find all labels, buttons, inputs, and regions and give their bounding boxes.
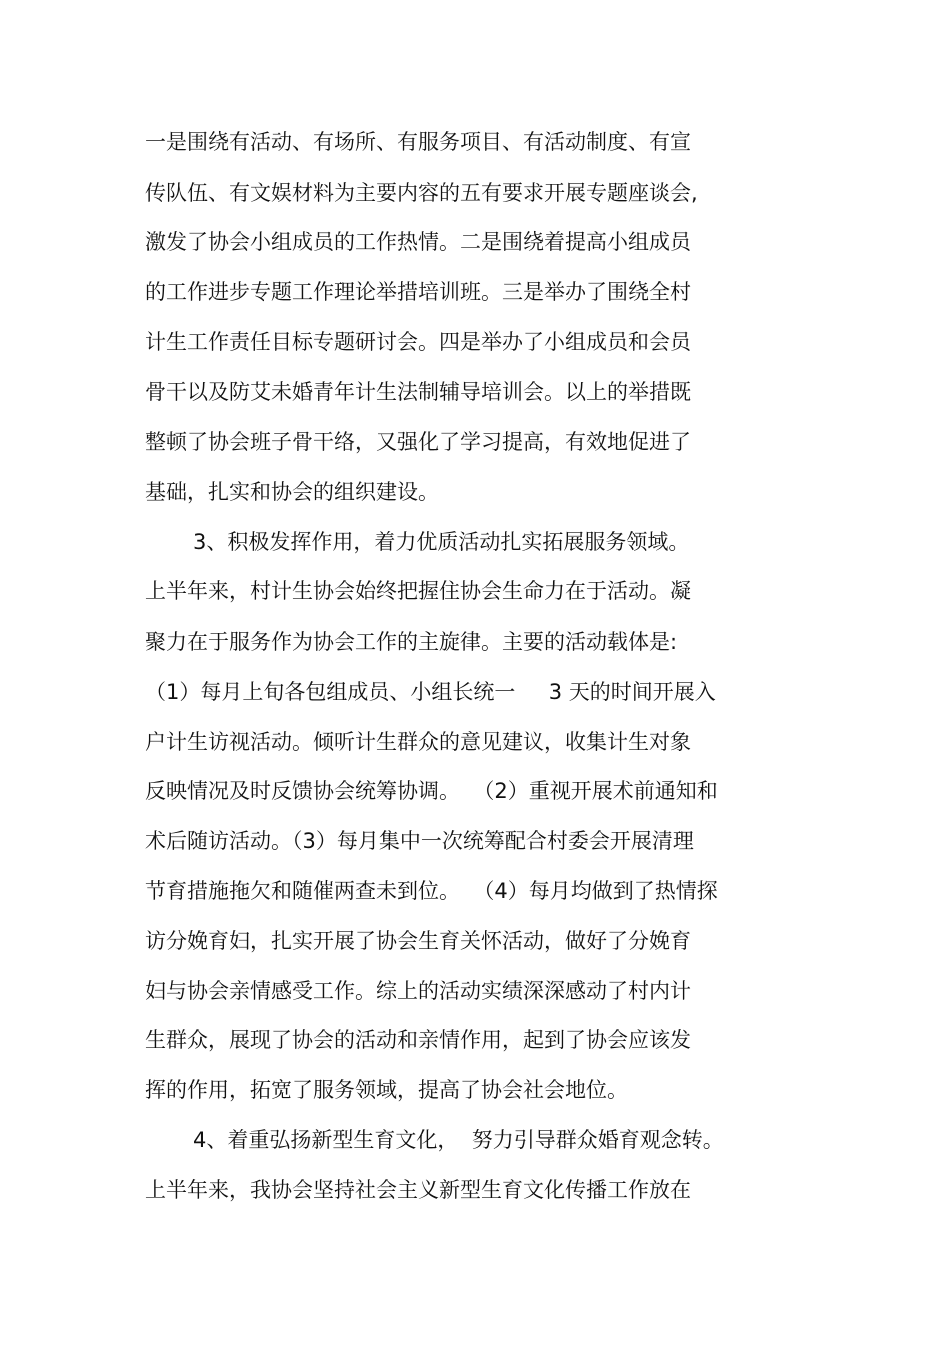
section-heading-3: 3、积极发挥作用，着力优质活动扎实拓展服务领域。: [193, 530, 690, 554]
text-line: 挥的作用，拓宽了服务领域，提高了协会社会地位。: [145, 1078, 628, 1102]
text-line: 访分娩育妇，扎实开展了协会生育关怀活动，做好了分娩育: [145, 929, 691, 953]
text-line: 户计生访视活动。倾听计生群众的意见建议，收集计生对象: [145, 730, 691, 754]
text-line: 节育措施拖欠和随催两查未到位。 （4）每月均做到了热情探: [145, 879, 718, 903]
text-line: 的工作进步专题工作理论举措培训班。三是举办了围绕全村: [145, 280, 691, 304]
text-line: 上半年来，村计生协会始终把握住协会生命力在于活动。凝: [145, 579, 691, 603]
text-line: 术后随访活动。（3）每月集中一次统筹配合村委会开展清理: [145, 829, 694, 853]
text-line: 聚力在于服务作为协会工作的主旋律。主要的活动载体是:: [145, 630, 678, 654]
text-line: 基础，扎实和协会的组织建设。: [145, 480, 439, 504]
text-line: 整顿了协会班子骨干络，又强化了学习提高，有效地促进了: [145, 430, 691, 454]
text-line: 传队伍、有文娱材料为主要内容的五有要求开展专题座谈会,: [145, 181, 698, 205]
text-line: （1）每月上旬各包组成员、小组长统一 3 天的时间开展入: [145, 680, 716, 704]
text-line: 妇与协会亲情感受工作。综上的活动实绩深深感动了村内计: [145, 979, 691, 1003]
text-line: 计生工作责任目标专题研讨会。四是举办了小组成员和会员: [145, 330, 691, 354]
text-line: 一是围绕有活动、有场所、有服务项目、有活动制度、有宣: [145, 130, 691, 154]
text-line: 反映情况及时反馈协会统筹协调。 （2）重视开展术前通知和: [145, 779, 718, 803]
text-line: 生群众，展现了协会的活动和亲情作用，起到了协会应该发: [145, 1028, 691, 1052]
text-line: 上半年来，我协会坚持社会主义新型生育文化传播工作放在: [145, 1178, 691, 1202]
text-line: 激发了协会小组成员的工作热情。二是围绕着提高小组成员: [145, 230, 691, 254]
text-line: 骨干以及防艾未婚青年计生法制辅导培训会。以上的举措既: [145, 380, 691, 404]
section-heading-4: 4、着重弘扬新型生育文化， 努力引导群众婚育观念转。: [193, 1128, 724, 1152]
